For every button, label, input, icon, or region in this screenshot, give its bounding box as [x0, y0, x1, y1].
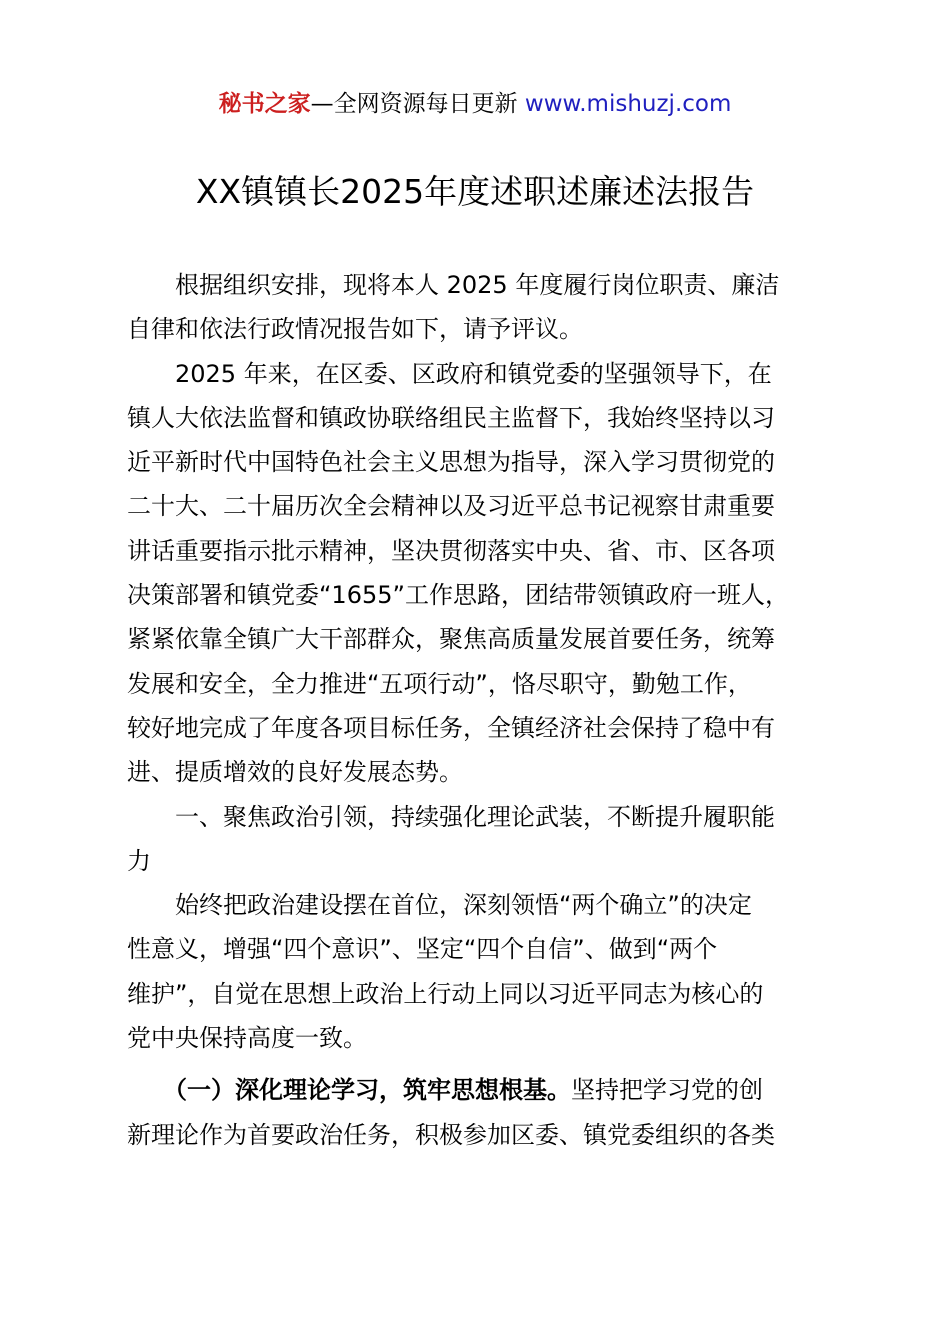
- text-line: 镇人大依法监督和镇政协联络组民主监督下，我始终坚持以习: [127, 403, 775, 432]
- text-line: [127, 1068, 835, 1112]
- text-line: 讲话重要指示批示精神，坚决贯彻落实中央、省、市、区各项: [127, 536, 775, 565]
- paragraph-overview: [127, 352, 835, 795]
- section-heading-1: [127, 795, 835, 884]
- site-brand: 秘书之家: [218, 91, 311, 117]
- text-line: 性意义，增强“四个意识”、坚定“四个自信”、做到“两个: [127, 935, 718, 964]
- text-line: 自律和依法行政情况报告如下，请予评议。: [127, 315, 583, 344]
- text-line: 党中央保持高度一致。: [127, 1024, 367, 1053]
- text-line: 决策部署和镇党委“1655”工作思路，团结带领镇政府一班人，: [127, 581, 789, 610]
- text-line: 根据组织安排，现将本人 2025 年度履行岗位职责、廉洁: [127, 271, 780, 299]
- site-header: [0, 88, 950, 120]
- text-line: 紧紧依靠全镇广大干部群众，聚焦高质量发展首要任务，统筹: [127, 625, 775, 654]
- paragraph-intro: [127, 263, 835, 352]
- subsection-1: [127, 1068, 835, 1157]
- text-line: 较好地完成了年度各项目标任务，全镇经济社会保持了稳中有: [127, 713, 775, 742]
- text-line: 二十大、二十届历次全会精神以及习近平总书记视察甘肃重要: [127, 492, 775, 521]
- subsection-heading: （一）深化理论学习，筑牢思想根基。: [127, 1076, 571, 1105]
- site-tagline: —全网资源每日更新: [310, 91, 525, 117]
- document-body: [127, 263, 835, 1157]
- text-line: 发展和安全，全力推进“五项行动”，恪尽职守，勤勉工作，: [127, 669, 752, 698]
- text-line: 2025 年来，在区委、区政府和镇党委的坚强领导下，在: [127, 359, 772, 388]
- document-title: XX镇镇长2025年度述职述廉述法报告: [195, 172, 755, 211]
- paragraph-political: [127, 883, 835, 1060]
- text-line: 近平新时代中国特色社会主义思想为指导，深入学习贯彻党的: [127, 448, 775, 477]
- subsection-text: 坚持把学习党的创: [571, 1076, 763, 1105]
- text-line: 始终把政治建设摆在首位，深刻领悟“两个确立”的决定: [127, 891, 752, 920]
- site-url[interactable]: www.mishuzj.com: [524, 91, 732, 117]
- text-line: 进、提质增效的良好发展态势。: [127, 758, 463, 787]
- text-line: 新理论作为首要政治任务，积极参加区委、镇党委组织的各类: [127, 1120, 775, 1149]
- text-line: 维护”，自觉在思想上政治上行动上同以习近平同志为核心的: [127, 979, 764, 1008]
- text-line: 一、聚焦政治引领，持续强化理论武装，不断提升履职能: [127, 802, 775, 831]
- text-line: 力: [127, 846, 151, 875]
